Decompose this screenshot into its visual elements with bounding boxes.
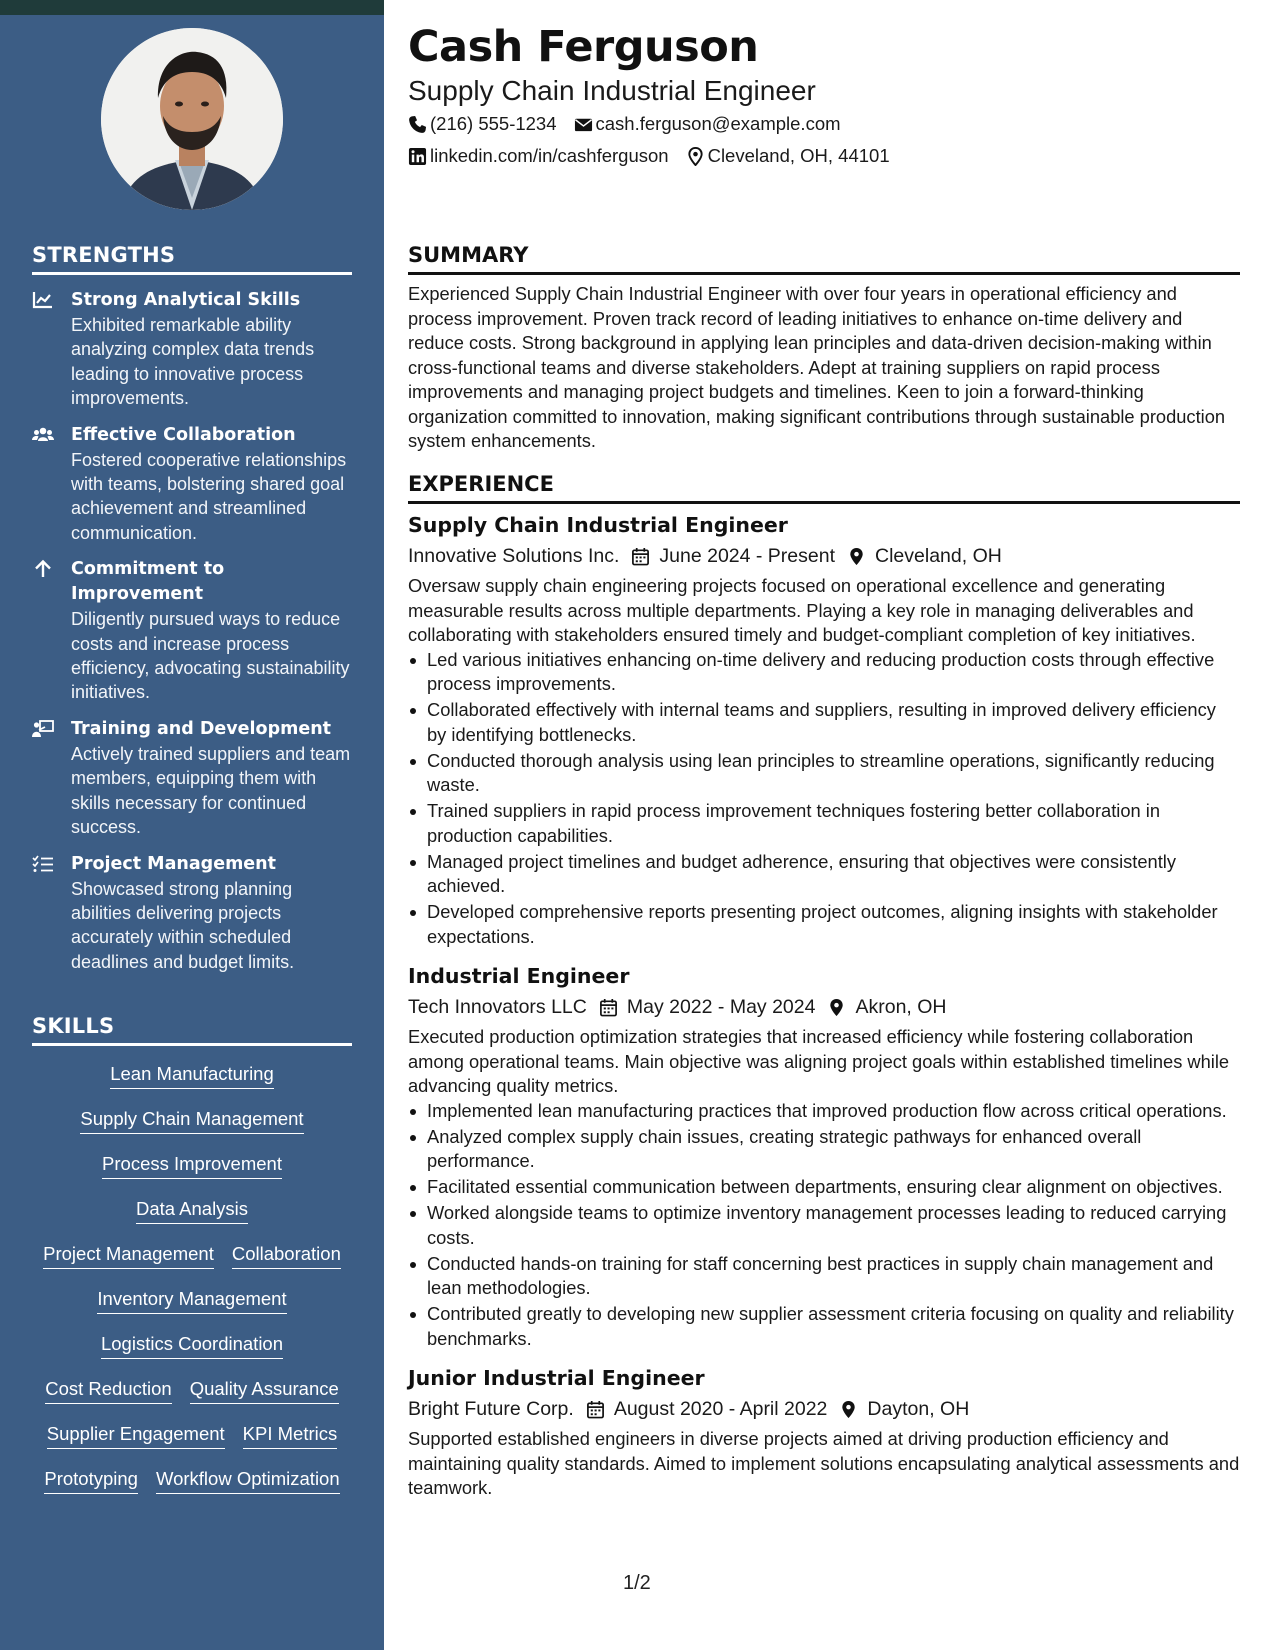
skills-list	[32, 1062, 352, 1512]
bullet-item: Collaborated effectively with internal teams and suppliers, resulting in improved delivery efficiency by identifying bottlenecks.	[408, 698, 1240, 747]
strength-item	[32, 852, 352, 975]
strength-title: Strong Analytical Skills	[71, 290, 301, 310]
phone-icon	[408, 115, 427, 134]
linkedin-url: linkedin.com/in/cashferguson	[430, 145, 669, 166]
envelope-icon	[574, 115, 593, 134]
strength-title: Effective Collaboration	[71, 424, 296, 445]
phone-contact[interactable]	[408, 113, 557, 135]
skill-tag: Process Improvement	[102, 1152, 282, 1179]
job-entry	[408, 961, 1240, 1351]
company-name: Bright Future Corp.	[408, 1398, 574, 1420]
job-meta	[408, 991, 1240, 1023]
location-contact	[686, 145, 890, 167]
map-pin-icon	[847, 547, 866, 566]
sidebar-top-strip	[0, 0, 384, 15]
job-description: Supported established engineers in diverse projects aimed at driving production efficiency and maintaining quality standards. Aimed to implement solutions encapsulating analytical assessments and teamwork.	[408, 1428, 1240, 1498]
map-pin-icon	[827, 998, 846, 1017]
bullet-item: Contributed greatly to developing new supplier assessment criteria focusing on quality and reliability benchmarks.	[408, 1302, 1240, 1351]
bullet-item: Worked alongside teams to optimize inventory management processes leading to reduced carrying costs.	[408, 1201, 1240, 1250]
bullet-item: Managed project timelines and budget adherence, ensuring that objectives were consistently achieved.	[408, 850, 1240, 899]
skill-row	[32, 1062, 352, 1107]
linkedin-icon	[408, 147, 427, 166]
strength-description: Actively trained suppliers and team members, equipping them with skills necessary for continued success.	[71, 743, 351, 838]
skill-row	[32, 1287, 352, 1332]
map-pin-icon	[686, 147, 705, 166]
contact-row	[408, 145, 907, 167]
strength-description: Diligently pursued ways to reduce costs and increase process efficiency, advocating sustainability initiatives.	[71, 609, 350, 703]
job-bullets	[408, 648, 1240, 950]
strength-description: Fostered cooperative relationships with teams, bolstering shared goal achievement and streamlined communication.	[71, 449, 347, 543]
calendar-icon	[599, 998, 618, 1017]
bullet-item: Conducted thorough analysis using lean principles to streamline operations, significantly reducing waste.	[408, 749, 1240, 798]
job-entry	[408, 1363, 1240, 1501]
trend-chart-icon	[32, 290, 54, 310]
sidebar	[0, 0, 384, 1650]
arrow-up-icon	[32, 559, 54, 579]
map-pin-icon	[839, 1400, 858, 1419]
job-location: Dayton, OH	[867, 1398, 970, 1420]
job-title: Industrial Engineer	[408, 964, 630, 988]
skill-tag: Lean Manufacturing	[110, 1062, 274, 1089]
skill-tag: Workflow Optimization	[156, 1467, 340, 1494]
strength-item	[32, 717, 352, 840]
profile-photo	[101, 28, 283, 210]
bullet-item: Developed comprehensive reports presenting project outcomes, aligning insights with stakeholder expectations.	[408, 900, 1240, 949]
strength-item	[32, 288, 352, 411]
location-text: Cleveland, OH, 44101	[707, 145, 890, 166]
calendar-icon	[631, 547, 650, 566]
company-name: Innovative Solutions Inc.	[408, 545, 620, 567]
skill-row	[32, 1242, 352, 1287]
skill-tag: Cost Reduction	[45, 1377, 171, 1404]
candidate-name: Cash Ferguson	[408, 22, 759, 72]
job-description: Oversaw supply chain engineering projects focused on operational excellence and generating measurable results across multiple departments. Playing a key role in managing deliverables and collaborating with stakeholders ensured timely and budget-compliant completion of key initiatives.	[408, 575, 1196, 645]
bullet-item: Analyzed complex supply chain issues, creating strategic pathways for enhanced overall performance.	[408, 1125, 1240, 1174]
skill-tag: Supplier Engagement	[47, 1422, 225, 1449]
page-number: 1/2	[623, 1572, 651, 1594]
job-location: Akron, OH	[855, 996, 947, 1018]
skill-row	[32, 1467, 352, 1512]
job-bullets	[408, 1099, 1240, 1352]
job-entry	[408, 510, 1240, 949]
skill-tag: Quality Assurance	[190, 1377, 339, 1404]
bullet-item: Facilitated essential communication between departments, ensuring clear alignment on objectives.	[408, 1175, 1240, 1200]
skill-tag: Project Management	[43, 1242, 214, 1269]
strength-item	[32, 557, 352, 705]
job-title: Supply Chain Industrial Engineer	[408, 513, 788, 537]
strengths-heading: STRENGTHS	[32, 243, 352, 275]
experience-heading: EXPERIENCE	[408, 472, 1240, 504]
people-group-icon	[32, 425, 54, 445]
company-name: Tech Innovators LLC	[408, 996, 587, 1018]
bullet-item: Conducted hands-on training for staff concerning best practices in supply chain management and lean methodologies.	[408, 1252, 1240, 1301]
teacher-board-icon	[32, 719, 54, 739]
email-contact[interactable]	[574, 113, 841, 135]
job-title: Junior Industrial Engineer	[408, 1366, 705, 1390]
skill-tag: Supply Chain Management	[80, 1107, 303, 1134]
skill-tag: Prototyping	[44, 1467, 138, 1494]
skill-row	[32, 1152, 352, 1197]
skill-row	[32, 1107, 352, 1152]
job-dates: May 2022 - May 2024	[626, 996, 816, 1018]
job-meta	[408, 540, 1240, 572]
skill-tag: KPI Metrics	[243, 1422, 338, 1449]
skill-tag: Collaboration	[232, 1242, 341, 1269]
job-meta	[408, 1393, 1240, 1425]
bullet-item: Trained suppliers in rapid process improvement techniques fostering better collaboration in production capabilities.	[408, 799, 1240, 848]
strength-description: Showcased strong planning abilities delivering projects accurately within scheduled deadlines and budget limits.	[71, 878, 295, 972]
bullet-item: Led various initiatives enhancing on-time delivery and reducing production costs through effective process improvements.	[408, 648, 1240, 697]
skill-row	[32, 1197, 352, 1242]
strength-title: Commitment to Improvement	[71, 559, 225, 605]
job-dates: June 2024 - Present	[659, 545, 836, 567]
skills-heading: SKILLS	[32, 1014, 352, 1046]
strength-description: Exhibited remarkable ability analyzing complex data trends leading to innovative process improvements.	[71, 315, 315, 409]
contact-row	[408, 113, 858, 135]
summary-text: Experienced Supply Chain Industrial Engineer with over four years in operational efficiency and process improvement. Proven track record of leading initiatives to enhance on-time delivery and reduce costs. Strong background in applying lean principles and data-driven decision-making within cross-functional teams and diverse stakeholders. Adept at training suppliers on rapid process improvements and managing project budgets and timelines. Keen to join a forward-thinking organization committed to innovation, making significant contributions through sustainable production system enhancements.	[408, 283, 1226, 451]
task-list-icon	[32, 854, 54, 874]
strength-title: Project Management	[71, 853, 276, 874]
skill-row	[32, 1422, 352, 1467]
strengths-list	[32, 288, 352, 986]
skill-tag: Data Analysis	[136, 1197, 248, 1224]
job-description: Executed production optimization strategies that increased efficiency while fostering collaboration among operational teams. Main objective was aligning project goals within established timelines while advancing quality metrics.	[408, 1026, 1230, 1096]
phone-number: (216) 555-1234	[430, 113, 557, 134]
skill-tag: Logistics Coordination	[101, 1332, 283, 1359]
candidate-title: Supply Chain Industrial Engineer	[408, 75, 816, 106]
calendar-icon	[586, 1400, 605, 1419]
job-dates: August 2020 - April 2022	[613, 1398, 828, 1420]
email-address: cash.ferguson@example.com	[595, 113, 841, 134]
summary-heading: SUMMARY	[408, 243, 1240, 275]
skill-row	[32, 1332, 352, 1377]
job-location: Cleveland, OH	[875, 545, 1002, 567]
skill-tag: Inventory Management	[97, 1287, 286, 1314]
experience-list	[408, 510, 1240, 1513]
bullet-item: Implemented lean manufacturing practices that improved production flow across critical operations.	[408, 1099, 1240, 1124]
strength-item	[32, 423, 352, 546]
skill-row	[32, 1377, 352, 1422]
linkedin-contact[interactable]	[408, 145, 669, 167]
strength-title: Training and Development	[71, 718, 332, 739]
